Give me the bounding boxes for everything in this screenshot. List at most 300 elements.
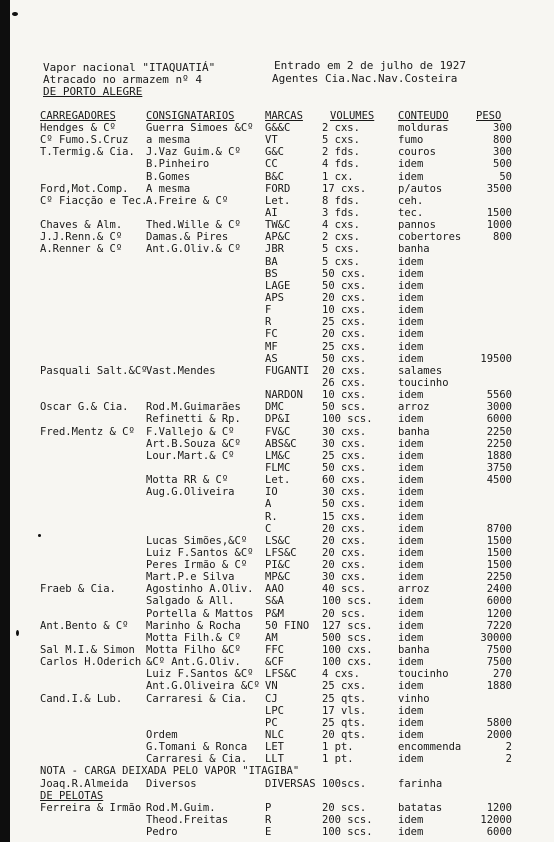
cell-peso: 8700 [486,522,512,535]
cell-peso: 2250 [486,437,512,450]
cell-consignatario: J.Vaz Guim.& Cº [146,146,241,159]
cell-carregador: A.Renner & Cº [40,243,123,256]
cell-marca: AI [265,206,278,219]
table-row [0,341,554,353]
table-row [0,705,554,717]
table-row [0,450,554,462]
cell-marca: P&M [265,607,284,620]
cell-volumes: 25 qts. [322,692,367,705]
cell-consignatario: A mesma [146,182,191,195]
cell-consignatario: Motta RR & Cº [146,474,229,487]
table-row [0,632,554,644]
table-row [0,426,554,438]
cell-marca: CJ [265,692,278,705]
cell-volumes: 500 scs. [322,631,373,644]
cell-peso: 1880 [486,680,512,693]
col-header-marcas: MARCAS [265,110,303,122]
cell-marca: DIVERSAS [265,777,316,790]
col-header-carregadores: CARREGADORES [40,110,116,122]
table-row [0,486,554,498]
col-header-peso: PESO [476,110,502,122]
cell-conteudo: idem [398,498,424,511]
cell-marca: NARDON [265,389,303,402]
cell-marca: B&C [265,170,284,183]
cell-marca: LM&C [265,449,291,462]
cell-volumes: 15 cxs. [322,510,367,523]
cell-consignatario: Diversos [146,777,197,790]
cell-volumes: 20 cxs. [322,522,367,535]
cell-marca: LAGE [265,279,291,292]
cell-carregador: Pasquali Salt.&Cº [40,364,148,377]
cell-marca: NLC [265,729,284,742]
cell-conteudo: idem [398,753,424,766]
cell-volumes: 3 fds. [322,206,360,219]
cell-conteudo: arroz [398,583,430,596]
cell-volumes: 20 cxs. [322,364,367,377]
cell-conteudo: arroz [398,401,430,414]
cell-consignatario: F.Vallejo & Cº [146,425,235,438]
cell-peso: 3000 [486,401,512,414]
cell-volumes: 50 cxs. [322,267,367,280]
cell-conteudo: idem [398,534,424,547]
cell-conteudo: idem [398,716,424,729]
cell-consignatario: G.Tomani & Ronca [146,741,248,754]
cell-conteudo: p/autos [398,182,443,195]
cell-marca: FUGANTI [265,364,310,377]
cell-marca: APS [265,291,284,304]
cell-conteudo: idem [398,316,424,329]
cell-conteudo: idem [398,559,424,572]
cell-peso: 1500 [486,206,512,219]
cell-marca: FFC [265,644,284,657]
cell-consignatario: Lour.Mart.& Cº [146,449,235,462]
table-row [0,571,554,583]
cell-consignatario: Ordem [146,729,178,742]
cell-volumes: 17 cxs. [322,182,367,195]
cell-marca: PC [265,716,278,729]
cell-volumes: 127 scs. [322,619,373,632]
cell-conteudo: idem [398,522,424,535]
cell-peso: 6000 [486,413,512,426]
table-row [0,644,554,656]
table-row [0,608,554,620]
table-row [0,316,554,328]
cell-marca: IO [265,486,278,499]
header-vessel: Vapor nacional "ITAQUATIÁ" [43,61,216,74]
cell-conteudo: batatas [398,801,443,814]
cell-volumes: 20 cxs. [322,559,367,572]
cell-peso: 300 [493,122,512,134]
cell-carregador: Fraeb & Cia. [40,583,116,596]
col-header-volumes: VOLUMES [330,110,375,122]
cell-carregador: Ferreira & Irmão [40,801,142,814]
cell-marca: VN [265,680,278,693]
table-row [0,195,554,207]
cell-consignatario: Ant.G.Oliveira &Cº [146,680,260,693]
table-row [0,753,554,765]
cell-marca: E [265,826,272,839]
cell-marca: 50 FINO [265,619,310,632]
table-row [0,717,554,729]
cell-conteudo: idem [398,461,424,474]
cell-volumes: 2 cxs. [322,231,360,244]
cell-conteudo: encommenda [398,741,462,754]
table-row [0,741,554,753]
cell-consignatario: Thed.Wille & Cº [146,219,241,232]
cell-conteudo: idem [398,826,424,839]
cell-volumes: 5 cxs. [322,243,360,256]
cell-consignatario: Rod.M.Guimarães [146,401,241,414]
table-row [0,547,554,559]
cell-volumes: 200 scs. [322,814,373,827]
table-row [0,122,554,134]
cell-conteudo: idem [398,158,424,171]
table-row [0,814,554,826]
cell-conteudo: salames [398,364,443,377]
table-row [0,256,554,268]
cell-conteudo: toucinho [398,376,449,389]
cell-marca: A [265,498,272,511]
cell-marca: FORD [265,182,291,195]
cell-peso: 19500 [480,352,512,365]
table-row [0,413,554,425]
cell-peso: 1200 [486,801,512,814]
cell-marca: LET [265,741,284,754]
cell-volumes: 40 scs. [322,583,367,596]
table-row [0,389,554,401]
cell-conteudo: tec. [398,206,424,219]
cell-peso: 1000 [486,219,512,232]
cell-conteudo: ceh. [398,194,424,207]
cell-marca: FC [265,328,278,341]
cell-marca: R [265,316,272,329]
cell-carregador: Joaq.R.Almeida [40,777,129,790]
cell-peso: 30000 [480,631,512,644]
cell-conteudo: idem [398,546,424,559]
table-row [0,765,554,777]
cell-volumes: 30 cxs. [322,571,367,584]
table-row [0,365,554,377]
cell-conteudo: idem [398,352,424,365]
scan-speck [12,12,18,16]
cell-carregador: Fred.Mentz & Cº [40,425,135,438]
cell-conteudo: idem [398,607,424,620]
cell-peso: 3500 [486,182,512,195]
cell-conteudo: banha [398,425,430,438]
cell-volumes: 30 cxs. [322,437,367,450]
cargo-table [0,122,554,838]
cell-volumes: 25 cxs. [322,340,367,353]
cell-conteudo: idem [398,510,424,523]
cell-peso: 1500 [486,534,512,547]
table-row [0,292,554,304]
cell-peso: 2250 [486,571,512,584]
table-row [0,790,554,802]
cell-volumes: 50 cxs. [322,498,367,511]
cell-volumes: 4 cxs. [322,668,360,681]
cell-volumes: 20 cxs. [322,291,367,304]
cell-consignatario: Salgado & All. [146,595,235,608]
table-row [0,207,554,219]
cell-conteudo: idem [398,704,424,717]
table-row [0,511,554,523]
cell-volumes: 25 qts. [322,716,367,729]
cell-conteudo: idem [398,255,424,268]
cell-volumes: 5 cxs. [322,134,360,147]
cell-volumes: 50 cxs. [322,461,367,474]
cell-consignatario: Mart.P.e Silva [146,571,235,584]
cell-consignatario: Aug.G.Oliveira [146,486,235,499]
cell-conteudo: idem [398,389,424,402]
cell-volumes: 20 scs. [322,607,367,620]
table-row [0,377,554,389]
cell-consignatario: Guerra Simoes &Cº [146,122,254,134]
cell-peso: 1500 [486,546,512,559]
cell-consignatario: Luiz F.Santos &Cº [146,546,254,559]
table-row [0,656,554,668]
cell-conteudo: idem [398,413,424,426]
table-row [0,474,554,486]
cell-consignatario: a mesma [146,134,191,147]
cell-volumes: 10 cxs. [322,304,367,317]
cell-volumes: 1 pt. [322,753,354,766]
table-row [0,268,554,280]
cell-peso: 6000 [486,826,512,839]
cell-marca: VT [265,134,278,147]
table-row [0,183,554,195]
cell-marca: Let. [265,474,291,487]
cell-peso: 1500 [486,559,512,572]
cell-conteudo: cobertores [398,231,462,244]
cell-marca: R. [265,510,278,523]
cell-consignatario: Theod.Freitas [146,814,229,827]
cell-conteudo: idem [398,267,424,280]
cell-consignatario: Carraresi & Cia. [146,753,248,766]
table-row [0,304,554,316]
table-row [0,729,554,741]
cell-marca: ABS&C [265,437,297,450]
cell-volumes: 17 vls. [322,704,367,717]
cell-volumes: 100scs. [322,777,367,790]
cell-volumes: 20 qts. [322,729,367,742]
cell-volumes: 8 fds. [322,194,360,207]
cell-conteudo: idem [398,814,424,827]
cell-conteudo: pannos [398,219,436,232]
cell-volumes: 4 cxs. [322,219,360,232]
table-row [0,328,554,340]
cell-peso: 7220 [486,619,512,632]
cell-carregador: Sal M.I.& Simon [40,644,135,657]
cell-conteudo: idem [398,656,424,669]
cell-consignatario: Luiz F.Santos &Cº [146,668,254,681]
cell-consignatario: Peres Irmão & Cº [146,559,248,572]
cell-volumes: 2 cxs. [322,122,360,134]
cell-peso: 270 [493,668,512,681]
header-origin: DE PORTO ALEGRE [43,85,143,98]
table-row [0,778,554,790]
cell-conteudo: couros [398,146,436,159]
cell-carregador: Carlos H.Oderich [40,656,142,669]
cell-consignatario: Carraresi & Cia. [146,692,248,705]
cell-consignatario: Agostinho A.Oliv. [146,583,254,596]
cell-carregador: J.J.Renn.& Cº [40,231,123,244]
cell-volumes: 50 scs. [322,401,367,414]
cell-consignatario: Lucas Simões,&Cº [146,534,248,547]
table-row [0,353,554,365]
cell-volumes: 100 cxs. [322,656,373,669]
cell-peso: 7500 [486,656,512,669]
cell-consignatario: Motta Filho &Cº [146,644,241,657]
cell-carregador: Cº Fumo.S.Cruz [40,134,129,147]
cell-conteudo: idem [398,340,424,353]
cell-peso: 800 [493,134,512,147]
cell-volumes: 60 cxs. [322,474,367,487]
cell-consignatario: Art.B.Souza &Cº [146,437,241,450]
cell-marca: AS [265,352,278,365]
cell-volumes: 5 cxs. [322,255,360,268]
cell-volumes: 1 cx. [322,170,354,183]
table-row [0,158,554,170]
table-row [0,438,554,450]
cell-conteudo: fumo [398,134,424,147]
table-row [0,693,554,705]
cell-carregador: Chaves & Alm. [40,219,123,232]
cell-volumes: 30 cxs. [322,425,367,438]
cell-marca: JBR [265,243,284,256]
cell-peso: 5560 [486,389,512,402]
table-row [0,595,554,607]
cell-conteudo: idem [398,729,424,742]
cell-marca: FLMC [265,461,291,474]
cell-conteudo: idem [398,619,424,632]
table-row [0,498,554,510]
table-row [0,134,554,146]
cell-conteudo: idem [398,279,424,292]
cell-marca: MP&C [265,571,291,584]
table-row [0,146,554,158]
cell-volumes: 50 cxs. [322,352,367,365]
cell-volumes: 100 scs. [322,595,373,608]
cell-peso: 5800 [486,716,512,729]
cell-marca: DMC [265,401,284,414]
cell-volumes: 30 cxs. [322,486,367,499]
table-row [0,535,554,547]
cell-consignatario: Damas.& Pires [146,231,229,244]
header-agents: Agentes Cia.Nac.Nav.Costeira [272,72,458,85]
cell-peso: 2250 [486,425,512,438]
cell-marca: R [265,814,272,827]
cell-conteudo: idem [398,680,424,693]
cell-consignatario: Refinetti & Rp. [146,413,241,426]
cell-volumes: 25 cxs. [322,680,367,693]
cell-marca: LFS&C [265,546,297,559]
cell-carregador: Ford,Mot.Comp. [40,182,129,195]
cell-marca: AM [265,631,278,644]
cell-consignatario: &Cº Ant.G.Oliv. [146,656,241,669]
cell-conteudo: idem [398,291,424,304]
table-row [0,680,554,692]
table-row [0,243,554,255]
cell-conteudo: idem [398,486,424,499]
cell-consignatario: B.Pinheiro [146,158,210,171]
cell-marca: LPC [265,704,284,717]
cell-marca: PI&C [265,559,291,572]
cell-conteudo: idem [398,631,424,644]
cell-consignatario: Motta Filh.& Cº [146,631,241,644]
cell-consignatario: Rod.M.Guim. [146,801,216,814]
table-row [0,620,554,632]
cell-carregador: Cand.I.& Lub. [40,692,123,705]
cell-consignatario: Ant.G.Oliv.& Cº [146,243,241,256]
cell-conteudo: molduras [398,122,449,134]
cell-peso: 2000 [486,729,512,742]
cell-marca: G&&C [265,122,291,134]
cell-volumes: 20 scs. [322,801,367,814]
cell-volumes: 2 fds. [322,146,360,159]
cell-consignatario: B.Gomes [146,170,191,183]
cell-volumes: 20 cxs. [322,546,367,559]
cell-volumes: 100 cxs. [322,644,373,657]
cell-conteudo: idem [398,304,424,317]
cell-marca: BA [265,255,278,268]
cell-peso: 12000 [480,814,512,827]
header-arrival: Entrado em 2 de julho de 1927 [274,59,467,72]
cell-volumes: 10 cxs. [322,389,367,402]
cell-carregador: Hendges & Cº [40,122,116,134]
table-row [0,401,554,413]
cell-consignatario: A.Freire & Cº [146,194,229,207]
cell-peso: 500 [493,158,512,171]
cell-volumes: 20 cxs. [322,534,367,547]
table-row [0,826,554,838]
table-row [0,668,554,680]
cell-consignatario: Portella & Mattos [146,607,254,620]
cell-volumes: 100 scs. [322,826,373,839]
table-row [0,231,554,243]
cell-marca: P [265,801,272,814]
cell-marca: CC [265,158,278,171]
table-row [0,802,554,814]
cell-volumes: 25 cxs. [322,316,367,329]
cell-marca: FV&C [265,425,291,438]
cell-peso: 2400 [486,583,512,596]
cell-volumes: 25 cxs. [322,449,367,462]
cell-peso: 800 [493,231,512,244]
section-note: DE PELOTAS [40,789,104,802]
cell-conteudo: farinha [398,777,443,790]
cell-conteudo: idem [398,474,424,487]
cell-peso: 7500 [486,644,512,657]
cell-conteudo: idem [398,571,424,584]
cell-marca: BS [265,267,278,280]
cell-conteudo: idem [398,595,424,608]
header-berth: Atracado no armazem nº 4 [43,73,202,86]
cell-carregador: Cº Fiacção e Tec. [40,194,148,207]
cell-marca: TW&C [265,219,291,232]
cell-marca: LS&C [265,534,291,547]
cell-marca: G&C [265,146,284,159]
cell-peso: 300 [493,146,512,159]
cell-marca: &CF [265,656,284,669]
table-row [0,171,554,183]
cell-conteudo: idem [398,449,424,462]
cell-volumes: 100 scs. [322,413,373,426]
cell-volumes: 50 cxs. [322,279,367,292]
cell-consignatario: Marinho & Rocha [146,619,241,632]
table-row [0,462,554,474]
cell-marca: F [265,304,272,317]
col-header-conteudo: CONTEUDO [398,110,449,122]
